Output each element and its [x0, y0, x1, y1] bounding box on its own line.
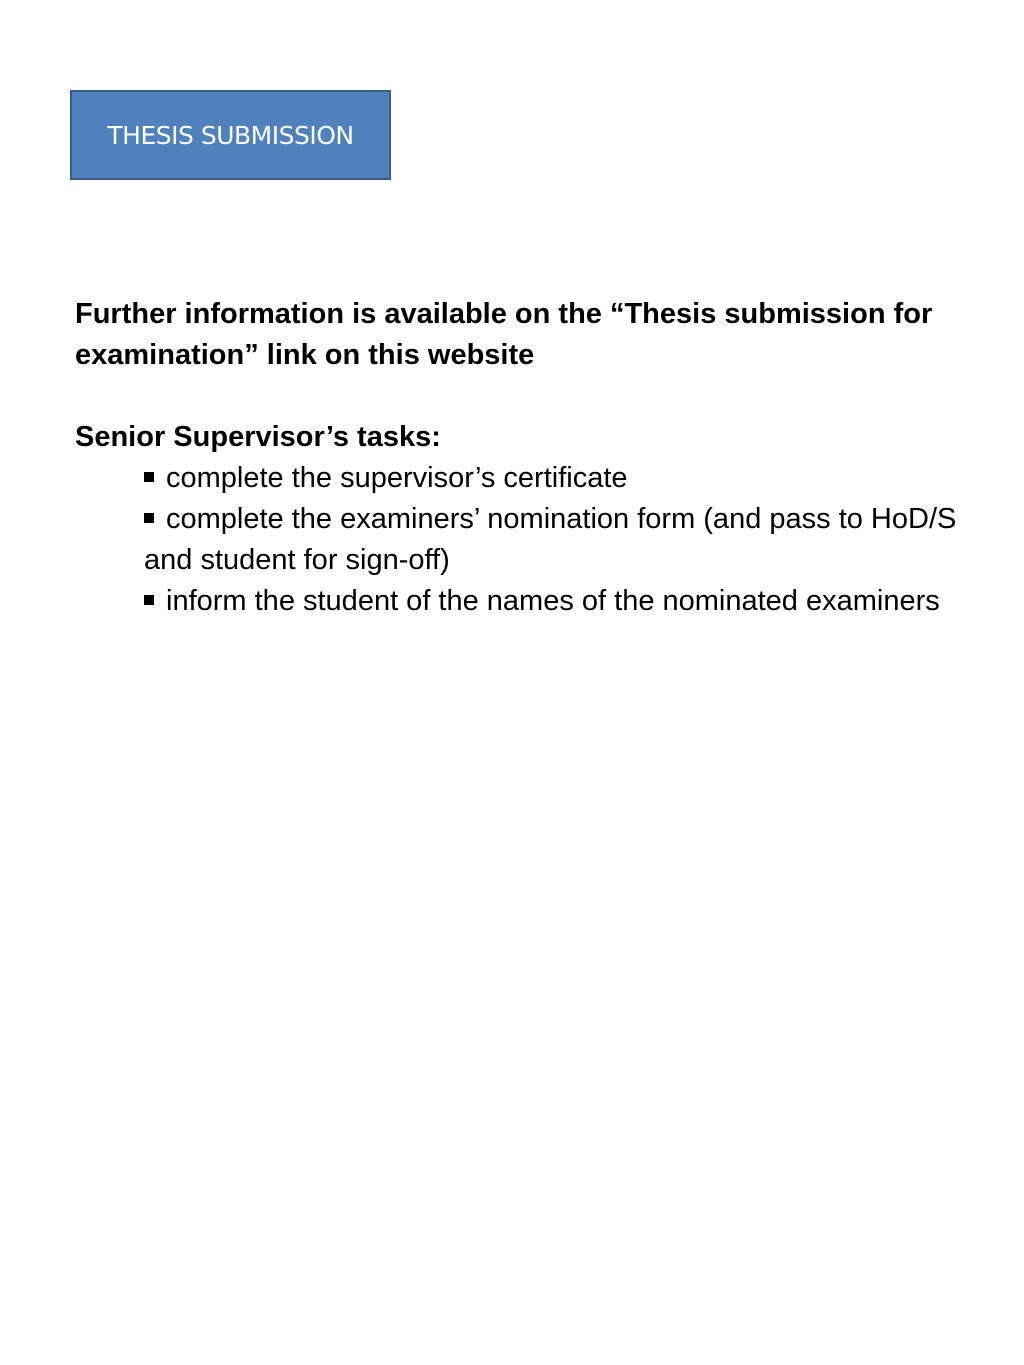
task-text: complete the examiners’ nomination form (and pass to HoD/S and student for sign-off) — [144, 503, 957, 576]
task-list — [75, 458, 975, 622]
intro-paragraph: Further information is available on the “Thesis submission for examination” link on this website — [75, 298, 933, 371]
task-text: inform the student of the names of the nominated examiners — [166, 585, 940, 617]
list-item — [144, 458, 975, 499]
square-bullet-icon — [144, 513, 154, 523]
title-banner — [70, 90, 391, 180]
list-item — [144, 499, 975, 581]
list-item — [144, 581, 975, 622]
tasks-heading: Senior Supervisor’s tasks: — [75, 421, 441, 453]
square-bullet-icon — [144, 595, 154, 605]
task-text: complete the supervisor’s certificate — [166, 462, 628, 494]
square-bullet-icon — [144, 472, 154, 482]
slide-body — [75, 294, 975, 622]
page-title: THESIS SUBMISSION — [107, 120, 354, 150]
